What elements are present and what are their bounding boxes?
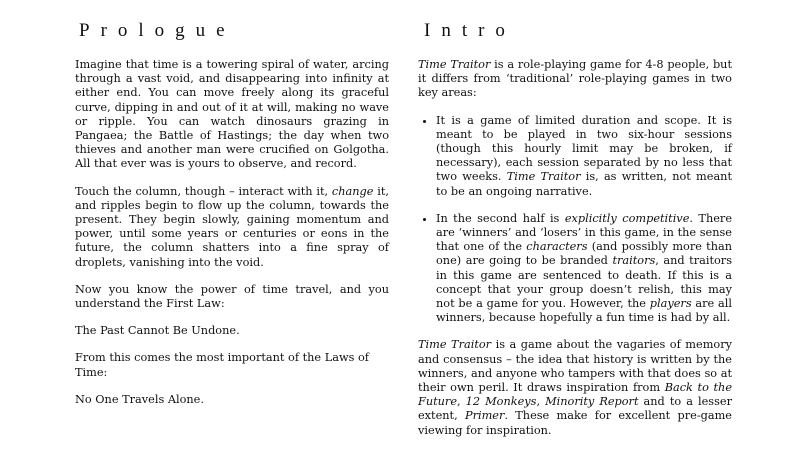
emphasis: characters: [526, 240, 588, 254]
intro-text: ,: [457, 395, 466, 409]
prologue-body: [75, 58, 389, 407]
most-important-law: No One Travels Alone.: [75, 392, 204, 406]
prologue-text: it, and ripples begin to flow up the column, towards the present. They begin slowly, gaining momentum and power, until some years or centuries or eons in the future, the column shatters into a fine spray of droplets, vanishing into the void.: [75, 184, 389, 269]
intro-text: and to a lesser extent,: [418, 395, 732, 423]
intro-column: [418, 20, 732, 451]
prologue-heading: Prologue: [79, 20, 236, 41]
intro-text: are all winners, because hopefully a fun time is had by all.: [436, 297, 732, 325]
intro-bullet-list: [418, 114, 732, 326]
intro-text: is a role-playing game for 4-8 people, but it differs from ‘traditional’ role-playing games in two key areas:: [418, 58, 732, 100]
prologue-paragraph-2: [75, 185, 389, 270]
emphasis-film: Primer: [464, 409, 505, 423]
first-law: The Past Cannot Be Undone.: [75, 324, 240, 338]
intro-text: It is a game of limited duration and scope. It is meant to be played in two six-hour sessions (though this hourly limit may be broken, if necessary), each session separated by no less that two weeks.: [436, 113, 732, 184]
intro-text: . These make for excellent pre-game viewing for inspiration.: [418, 409, 732, 437]
emphasis-film: Minority Report: [545, 395, 639, 409]
intro-text: , and traitors in this game are sentenced to death. If this is a concept that your group doesn’t relish, this may not be a game for you. However, the: [436, 254, 733, 311]
intro-text: . There are ‘winners’ and ‘losers’ in this game, in the sense that one of the: [436, 211, 733, 254]
emphasis-title: Time Traitor: [418, 338, 492, 352]
list-item: [436, 212, 732, 326]
prologue-text: Touch the column, though – interact with it,: [75, 184, 332, 198]
intro-body: [418, 58, 732, 438]
prologue-paragraph-1: Imagine that time is a towering spiral of water, arcing through a vast void, and disappearing into infinity at either end. You can move freely along its graceful curve, dipping in and out of it at will, making no wave or ripple. You can watch dinosaurs grazing in Pangaea; the Battle of Hastings; the day when two thieves and another man were crucified on Golgotha. All that ever was is yours to observe, and record.: [75, 58, 389, 171]
emphasis-title: Time Traitor: [418, 58, 491, 71]
emphasis: players: [649, 297, 692, 311]
prologue-paragraph-5: From this comes the most important of the Laws of Time:: [75, 351, 369, 379]
prologue-paragraph-3: Now you know the power of time travel, and you understand the First Law:: [75, 282, 389, 311]
prologue-column: [75, 20, 389, 420]
emphasis-change: change: [331, 184, 374, 198]
intro-text: is a game about the vagaries of memory and consensus – the idea that history is written by the winners, and anyone who tampers with that does so at their own peril. It draws inspiration from: [418, 338, 732, 395]
intro-text: is, as written, not meant to be an ongoing narrative.: [436, 170, 732, 198]
emphasis-title: Time Traitor: [506, 170, 581, 184]
intro-text: In the second half is: [436, 211, 565, 225]
intro-paragraph-2: [418, 338, 732, 437]
intro-text: ,: [536, 395, 546, 409]
emphasis-film: Back to the Future: [418, 381, 733, 409]
emphasis: explicitly competitive: [564, 211, 690, 225]
emphasis-film: 12 Monkeys: [465, 395, 537, 409]
intro-heading: Intro: [424, 20, 516, 41]
intro-paragraph-1: [418, 58, 732, 101]
intro-text: (and possibly more than one) are going to be branded: [436, 240, 732, 268]
list-item: [436, 114, 732, 199]
emphasis: traitors: [612, 254, 656, 268]
